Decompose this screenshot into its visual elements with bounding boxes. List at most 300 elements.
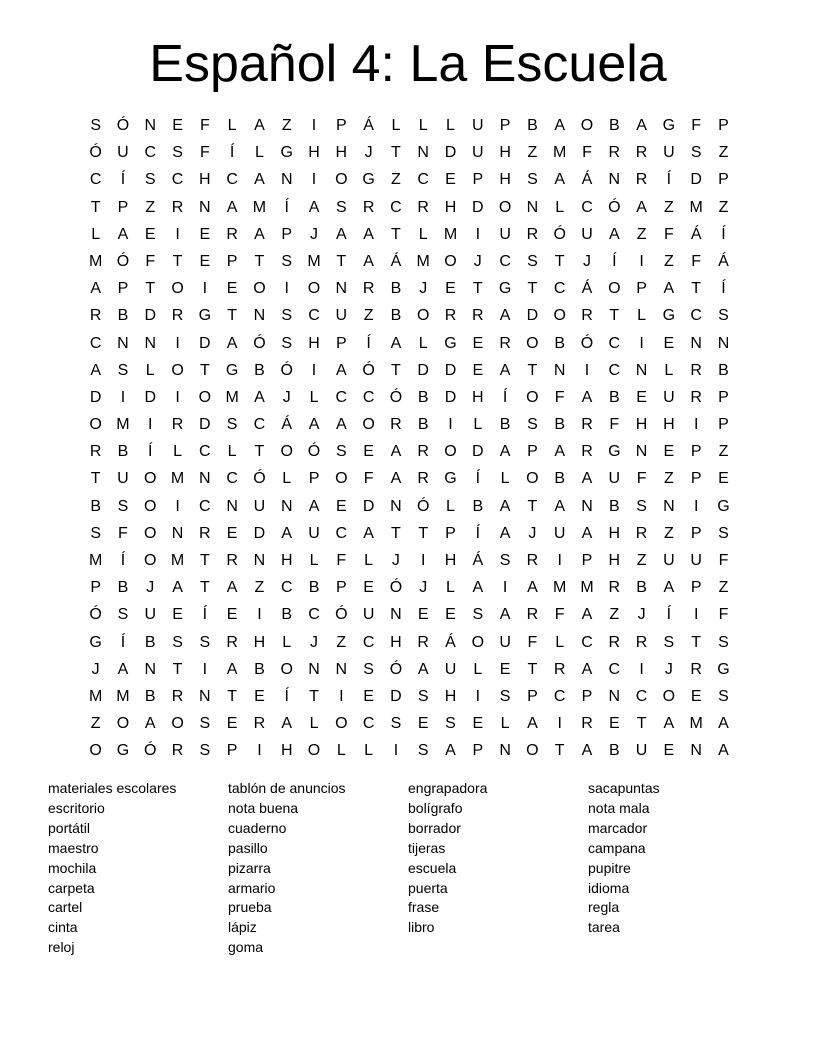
grid-letter: A [581, 660, 593, 678]
grid-letter: Ó [116, 252, 130, 270]
grid-letter: R [635, 633, 648, 651]
grid-letter: Z [663, 470, 674, 488]
grid-letter: F [527, 633, 538, 651]
grid-letter: C [499, 252, 511, 270]
grid-letter: S [281, 252, 293, 270]
grid-letter: G [225, 361, 239, 379]
grid-letter: G [498, 280, 512, 298]
grid-letter: I [584, 361, 590, 379]
grid-letter: I [202, 280, 208, 298]
grid-letter: E [144, 225, 156, 243]
grid-letter: O [89, 742, 102, 760]
grid-letter: D [444, 361, 457, 379]
grid-letter: S [90, 117, 101, 134]
grid-letter: C [253, 416, 266, 434]
grid-letter: I [693, 416, 699, 434]
grid-letter: M [553, 579, 567, 597]
grid-letter: I [393, 742, 399, 760]
word-list-item: regla [588, 899, 620, 916]
page-title: Español 4: La Escuela [149, 35, 667, 93]
grid-letter: C [226, 470, 238, 488]
grid-letter: J [91, 660, 100, 678]
grid-letter: B [117, 443, 129, 461]
grid-letter: A [172, 579, 183, 597]
grid-letter: O [553, 307, 566, 325]
grid-letter: D [472, 443, 484, 461]
grid-letter: A [281, 524, 293, 542]
word-list-item: tarea [588, 919, 620, 936]
grid-letter: I [311, 361, 317, 379]
grid-letter: Ó [335, 606, 348, 624]
grid-letter: T [336, 252, 347, 270]
grid-letter: P [690, 470, 702, 488]
grid-letter: T [691, 633, 702, 651]
grid-letter: A [554, 497, 566, 515]
grid-letter: R [171, 307, 184, 325]
grid-letter: U [144, 606, 157, 624]
grid-letter: N [199, 470, 211, 488]
grid-letter: F [609, 416, 620, 434]
grid-letter: R [362, 280, 375, 298]
grid-letter: S [117, 497, 129, 515]
grid-letter: R [690, 660, 702, 678]
grid-letter: M [689, 715, 703, 733]
grid-letter: S [144, 171, 156, 189]
grid-letter: U [335, 307, 348, 325]
grid-letter: F [636, 470, 647, 488]
grid-letter: T [90, 470, 101, 488]
grid-letter: E [335, 497, 347, 515]
grid-letter: T [90, 198, 101, 216]
grid-letter: F [554, 606, 565, 624]
grid-letter: R [390, 416, 402, 434]
grid-letter: T [391, 361, 401, 379]
grid-letter: O [144, 552, 157, 569]
grid-letter: E [254, 687, 265, 705]
grid-letter: A [308, 198, 320, 216]
grid-letter: R [226, 633, 238, 651]
grid-letter: Z [527, 144, 538, 162]
grid-letter: S [199, 715, 211, 733]
grid-letter: S [390, 715, 402, 733]
grid-letter: I [693, 497, 699, 515]
grid-letter: Á [472, 552, 484, 569]
grid-letter: C [608, 334, 621, 352]
grid-letter: A [308, 416, 320, 434]
grid-letter: B [281, 606, 293, 624]
grid-letter: S [172, 144, 183, 162]
grid-letter: L [446, 117, 455, 134]
grid-letter: A [254, 388, 265, 406]
word-list-item: mochila [48, 859, 97, 876]
grid-letter: A [226, 579, 238, 597]
grid-letter: E [663, 334, 675, 352]
grid-letter: J [310, 225, 319, 243]
grid-letter: Z [609, 606, 620, 624]
grid-letter: F [691, 117, 702, 134]
grid-letter: E [172, 117, 183, 134]
grid-letter: P [690, 524, 702, 542]
word-list-column [408, 779, 588, 938]
grid-letter: M [88, 552, 103, 569]
grid-letter: E [445, 171, 456, 189]
grid-letter: S [499, 552, 511, 569]
grid-letter: L [555, 198, 565, 216]
grid-letter: Ó [608, 198, 621, 216]
grid-letter: B [90, 497, 101, 515]
word-list-item: cuaderno [228, 819, 287, 836]
grid-letter: T [636, 715, 647, 733]
grid-letter: J [282, 388, 291, 406]
grid-letter: O [580, 117, 594, 134]
grid-letter: S [417, 742, 429, 760]
grid-letter: R [499, 334, 511, 352]
word-list-item: armario [228, 879, 276, 896]
grid-letter: R [171, 198, 184, 216]
grid-letter: S [335, 198, 347, 216]
grid-letter: S [199, 633, 211, 651]
grid-letter: O [253, 280, 266, 298]
grid-letter: A [554, 117, 566, 134]
grid-letter: Z [336, 633, 347, 651]
grid-letter: Í [475, 470, 481, 488]
grid-letter: P [335, 117, 347, 134]
grid-letter: A [663, 280, 675, 298]
grid-letter: H [608, 524, 621, 542]
grid-letter: B [608, 742, 620, 760]
grid-letter: Í [612, 252, 617, 270]
grid-letter: S [281, 307, 293, 325]
grid-letter: H [444, 552, 457, 569]
grid-letter: B [636, 579, 647, 597]
grid-letter: B [417, 416, 429, 434]
word-list-column [228, 779, 408, 958]
grid-letter: S [172, 633, 183, 651]
word-list-item: escuela [408, 859, 457, 876]
grid-letter: C [280, 579, 293, 597]
grid-letter: L [391, 117, 401, 134]
grid-letter: A [636, 198, 647, 216]
grid-letter: O [662, 687, 676, 705]
grid-letter: U [308, 524, 320, 542]
grid-letter: P [718, 388, 729, 406]
grid-letter: F [718, 552, 729, 569]
grid-letter: L [336, 742, 346, 760]
grid-letter: Á [581, 280, 593, 298]
word-list-item: lápiz [228, 919, 257, 936]
grid-letter: C [608, 660, 621, 678]
grid-letter: R [635, 144, 648, 162]
grid-letter: C [199, 443, 211, 461]
grid-letter: H [280, 552, 293, 569]
grid-letter: Á [390, 252, 402, 270]
grid-letter: D [253, 524, 266, 542]
grid-letter: I [475, 687, 481, 705]
grid-letter: L [418, 225, 428, 243]
grid-letter: S [417, 687, 429, 705]
grid-letter: B [608, 497, 620, 515]
word-list-item: materiales escolares [48, 780, 177, 796]
grid-letter: U [499, 633, 511, 651]
grid-letter: B [718, 361, 729, 379]
grid-letter: M [170, 552, 185, 569]
grid-letter: M [580, 579, 594, 597]
grid-letter: S [445, 715, 456, 733]
grid-letter: P [281, 225, 293, 243]
grid-letter: Í [284, 198, 289, 216]
grid-letter: R [417, 198, 429, 216]
grid-letter: E [472, 361, 484, 379]
grid-letter: A [144, 715, 156, 733]
grid-letter: T [527, 660, 538, 678]
grid-letter: L [145, 361, 155, 379]
grid-letter: O [498, 198, 512, 216]
grid-letter: Í [366, 334, 371, 352]
word-list-item: pupitre [588, 859, 631, 876]
grid-letter: M [116, 687, 130, 705]
word-list-item: idioma [588, 879, 630, 896]
grid-letter: S [335, 443, 347, 461]
grid-letter: S [363, 660, 374, 678]
grid-letter: A [608, 225, 620, 243]
grid-letter: Z [363, 307, 374, 325]
grid-letter: M [225, 388, 239, 406]
grid-letter: S [718, 524, 729, 542]
word-list-item: sacapuntas [588, 780, 660, 796]
grid-letter: R [226, 225, 238, 243]
grid-letter: A [554, 443, 566, 461]
grid-letter: A [581, 606, 593, 624]
grid-letter: Z [254, 579, 265, 597]
grid-letter: R [635, 171, 648, 189]
grid-letter: U [444, 660, 457, 678]
grid-letter: C [635, 687, 648, 705]
grid-letter: A [363, 524, 374, 542]
grid-letter: N [308, 660, 320, 678]
grid-letter: B [499, 416, 511, 434]
grid-letter: R [417, 633, 429, 651]
grid-letter: C [308, 606, 320, 624]
grid-letter: Í [666, 606, 672, 624]
word-list-column [588, 779, 768, 938]
grid-letter: G [662, 117, 676, 134]
grid-letter: J [664, 660, 673, 678]
grid-letter: M [416, 252, 430, 270]
word-list-item: reloj [48, 939, 75, 956]
grid-letter: M [307, 252, 321, 270]
grid-letter: Ó [362, 361, 375, 379]
grid-letter: D [417, 361, 429, 379]
grid-letter: Í [721, 225, 726, 243]
grid-letter: D [444, 388, 457, 406]
grid-letter: E [363, 579, 374, 597]
grid-letter: R [581, 715, 593, 733]
grid-letter: U [472, 117, 484, 134]
grid-letter: Ó [389, 388, 403, 406]
grid-letter: I [475, 225, 481, 243]
word-list-item: campana [588, 839, 646, 856]
grid-letter: R [581, 443, 593, 461]
grid-letter: M [88, 252, 103, 270]
grid-letter: A [335, 361, 347, 379]
grid-letter: F [363, 470, 374, 488]
grid-letter: A [581, 742, 593, 760]
grid-letter: G [717, 497, 730, 515]
grid-letter: L [282, 470, 292, 488]
grid-letter: T [527, 280, 538, 298]
grid-letter: R [417, 443, 429, 461]
grid-letter: H [472, 388, 484, 406]
grid-letter: H [280, 742, 293, 760]
word-list-item: borrador [408, 819, 461, 836]
grid-letter: L [446, 579, 455, 597]
grid-letter: I [311, 171, 317, 189]
grid-letter: H [499, 171, 511, 189]
word-list-item: maestro [48, 839, 99, 856]
grid-letter: E [226, 715, 238, 733]
grid-letter: E [199, 252, 211, 270]
grid-letter: I [639, 334, 644, 352]
grid-letter: Ó [307, 443, 321, 461]
grid-letter: C [553, 280, 566, 298]
grid-letter: A [117, 225, 129, 243]
grid-letter: F [582, 144, 592, 162]
grid-letter: Z [391, 171, 401, 189]
grid-letter: L [637, 307, 647, 325]
grid-letter: S [718, 687, 729, 705]
grid-letter: P [690, 579, 702, 597]
grid-letter: G [444, 334, 457, 352]
grid-letter: G [280, 144, 293, 162]
grid-letter: A [335, 416, 347, 434]
word-search-grid [82, 112, 734, 765]
grid-letter: E [226, 606, 238, 624]
grid-letter: C [362, 633, 375, 651]
grid-letter: P [308, 470, 320, 488]
grid-letter: Z [663, 252, 674, 270]
grid-letter: O [171, 280, 184, 298]
grid-letter: H [499, 144, 511, 162]
word-list-item: frase [408, 899, 440, 916]
grid-letter: N [663, 497, 675, 515]
grid-letter: R [608, 633, 621, 651]
grid-letter: T [199, 579, 210, 597]
grid-letter: I [502, 579, 508, 597]
word-list-item: nota mala [588, 799, 650, 816]
grid-letter: A [363, 252, 374, 270]
grid-letter: N [335, 660, 348, 678]
grid-letter: C [690, 307, 702, 325]
word-list-item: escritorio [48, 799, 105, 816]
grid-letter: L [282, 633, 292, 651]
grid-letter: R [199, 524, 211, 542]
grid-letter: G [717, 660, 730, 678]
grid-letter: Í [202, 606, 208, 624]
grid-letter: C [553, 687, 566, 705]
grid-letter: N [717, 334, 730, 352]
grid-letter: R [171, 742, 184, 760]
grid-letter: T [391, 144, 401, 162]
grid-letter: R [526, 225, 539, 243]
grid-letter: B [554, 470, 566, 488]
grid-letter: E [363, 443, 374, 461]
grid-letter: T [391, 225, 401, 243]
grid-letter: Í [284, 687, 289, 705]
grid-letter: P [117, 198, 129, 216]
grid-letter: O [526, 334, 539, 352]
grid-letter: M [116, 416, 130, 434]
grid-letter: I [420, 552, 426, 569]
grid-letter: U [608, 470, 621, 488]
grid-letter: H [253, 633, 266, 651]
grid-letter: A [281, 715, 293, 733]
grid-letter: M [443, 225, 458, 243]
grid-letter: O [526, 388, 539, 406]
word-list-item: tijeras [408, 839, 446, 856]
grid-letter: A [527, 715, 538, 733]
grid-letter: T [609, 307, 620, 325]
grid-letter: A [581, 388, 593, 406]
grid-letter: J [419, 579, 428, 597]
word-list-item: marcador [588, 819, 648, 836]
grid-letter: A [363, 225, 374, 243]
grid-letter: R [690, 361, 702, 379]
grid-letter: N [417, 144, 429, 162]
grid-letter: N [335, 280, 348, 298]
grid-letter: O [144, 524, 157, 542]
grid-letter: N [144, 660, 157, 678]
grid-letter: P [527, 443, 538, 461]
grid-letter: L [418, 334, 428, 352]
grid-letter: Ó [89, 144, 102, 162]
grid-letter: P [690, 443, 702, 461]
grid-letter: S [117, 361, 129, 379]
grid-letter: M [553, 144, 567, 162]
grid-letter: U [663, 388, 675, 406]
grid-letter: J [419, 280, 428, 298]
grid-letter: P [117, 280, 129, 298]
grid-letter: Z [663, 198, 674, 216]
grid-letter: C [581, 198, 593, 216]
grid-letter: B [527, 117, 538, 134]
grid-letter: R [581, 307, 593, 325]
grid-letter: G [662, 307, 676, 325]
grid-letter: N [144, 117, 157, 134]
grid-letter: J [364, 144, 373, 162]
grid-letter: O [116, 715, 130, 733]
grid-letter: D [144, 307, 157, 325]
grid-letter: A [226, 334, 238, 352]
word-list-item: bolígrafo [408, 799, 463, 816]
grid-letter: J [146, 579, 155, 597]
grid-letter: L [664, 361, 674, 379]
grid-letter: Í [120, 633, 126, 651]
grid-letter: L [173, 443, 182, 461]
grid-letter: N [635, 361, 648, 379]
grid-letter: C [335, 524, 348, 542]
grid-letter: E [472, 334, 484, 352]
grid-letter: E [663, 742, 675, 760]
grid-letter: U [253, 497, 266, 515]
grid-letter: S [226, 416, 238, 434]
grid-letter: A [254, 117, 265, 134]
grid-letter: B [608, 117, 620, 134]
grid-letter: Í [475, 524, 481, 542]
grid-letter: Z [281, 117, 292, 134]
grid-letter: S [527, 252, 538, 270]
grid-letter: L [227, 443, 237, 461]
grid-letter: Á [281, 416, 293, 434]
